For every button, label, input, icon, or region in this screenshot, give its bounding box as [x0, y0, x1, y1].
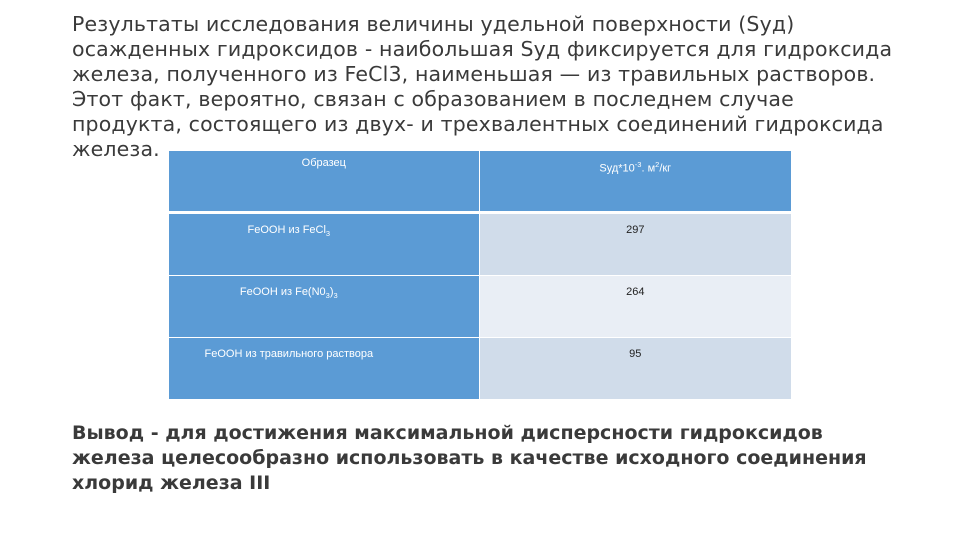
- table-row: [169, 276, 792, 338]
- conclusion-line: Вывод - для достижения максимальной дисперсности гидроксидов: [72, 422, 823, 444]
- sample-cell: [169, 338, 480, 400]
- header-cell-sample: [169, 151, 480, 213]
- sud-value: 264: [626, 286, 645, 298]
- conclusion-paragraph: [72, 421, 912, 496]
- results-table: [168, 150, 792, 400]
- intro-line: железа, полученного из FeCl3, наименьшая — из травильных растворов.: [72, 62, 876, 86]
- intro-paragraph: [72, 12, 892, 162]
- table-row: [169, 213, 792, 276]
- value-cell: [479, 213, 791, 276]
- intro-line: Результаты исследования величины удельной поверхности (Sуд): [72, 12, 795, 36]
- sample-cell: [169, 276, 480, 338]
- intro-line: железа.: [72, 137, 160, 161]
- table-row: [169, 338, 792, 400]
- intro-line: продукта, состоящего из двух- и трехвалентных соединений гидроксида: [72, 112, 884, 136]
- conclusion-line: хлорид железа III: [72, 472, 271, 494]
- sample-cell: [169, 213, 480, 276]
- conclusion-line: железа целесообразно использовать в качестве исходного соединения: [72, 447, 867, 469]
- intro-line: осажденных гидроксидов - наибольшая Sуд фиксируется для гидроксида: [72, 37, 893, 61]
- value-cell: [479, 276, 791, 338]
- value-cell: [479, 338, 791, 400]
- header-cell-sud: [479, 151, 791, 213]
- header-sud-label: $Sуд*10^{-3}$. $м^2/кг$: [599, 160, 672, 175]
- sample-label: FeOOH из FeCl$_3$: [247, 224, 331, 239]
- intro-line: Этот факт, вероятно, связан с образованием в последнем случае: [72, 87, 794, 111]
- sud-value: 297: [626, 224, 645, 236]
- header-sample-label: Образец: [301, 157, 346, 169]
- table-header-row: [169, 151, 792, 213]
- sud-value: 95: [629, 348, 642, 360]
- sample-label: FeOOH из травильного раствора: [204, 348, 374, 360]
- sample-label: FeOOH из $Fe(N0_3)_3$: [239, 286, 338, 301]
